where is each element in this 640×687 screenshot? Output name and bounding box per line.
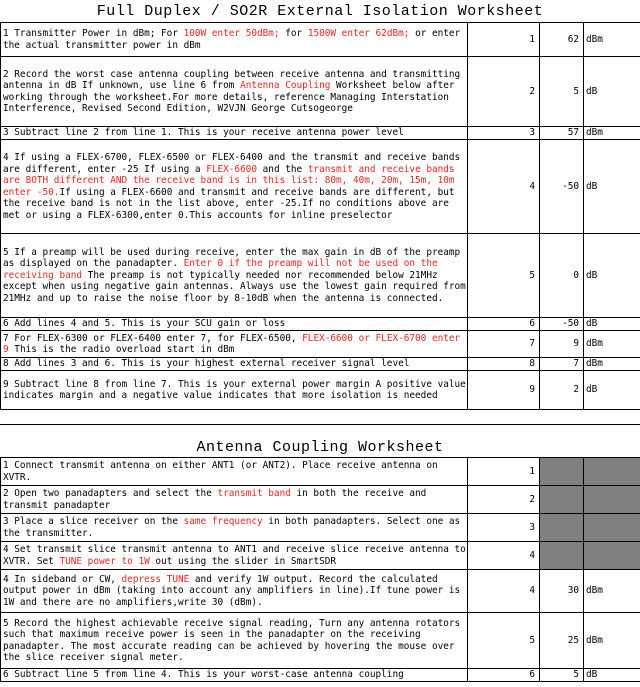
row-description [1, 127, 468, 140]
table-row [1, 542, 640, 570]
unit-cell: dB [584, 318, 640, 331]
description-text: 9 Subtract line 8 from line 7. This is your external power margin A positive value indicates margin and a negative value indicates that more isolation is needed [3, 378, 466, 401]
description-text: 3 Place a slice receiver on the [3, 516, 184, 527]
value-cell[interactable]: 30 [540, 570, 584, 613]
value-cell[interactable]: 2 [540, 371, 584, 410]
description-text: in both panadapters. Select one as the transmitter. [3, 516, 461, 539]
row-description [1, 331, 468, 358]
value-cell[interactable]: 62 [540, 23, 584, 57]
table-row [1, 613, 640, 669]
table-row [1, 318, 640, 331]
table-row [1, 23, 640, 57]
unit-cell: dBm [584, 331, 640, 358]
description-text: 6 Subtract line 5 from line 4. This is your worst-case antenna coupling [3, 669, 404, 681]
table-row [1, 669, 640, 682]
description-text: in both the receive and transmit panadapter [3, 488, 427, 511]
description-text: 1 Transmitter Power in dBm; For [3, 28, 184, 39]
unit-cell [584, 486, 640, 514]
table-row [1, 514, 640, 542]
table-row [1, 331, 640, 358]
description-text: This is the radio overload start in dBm [8, 344, 235, 355]
line-number: 1 [468, 458, 540, 486]
unit-cell [584, 542, 640, 570]
isolation-table [0, 22, 640, 410]
description-text: and verify 1W output. Record the calculated output power in dBm (taking into account any amplifiers in line).If tune power is 1W and there are no amplifiers,write 30 (dBm). [3, 573, 461, 608]
highlighted-text: AND the receive band is in this list: 80m, 40m, 20m, 15m, 10m enter -50. [3, 175, 455, 198]
line-number: 8 [468, 358, 540, 371]
highlighted-text: Enter 0 if the preamp will not be used on the receiving band [3, 258, 438, 281]
value-cell[interactable] [540, 458, 584, 486]
unit-cell: dB [584, 669, 640, 682]
highlighted-text: transmit and receive bands are BOTH different [3, 163, 455, 186]
line-number: 9 [468, 371, 540, 410]
unit-cell: dBm [584, 23, 640, 57]
table-row [1, 140, 640, 234]
line-number: 6 [468, 669, 540, 682]
row-description [1, 514, 468, 542]
unit-cell: dBm [584, 358, 640, 371]
highlighted-text: FLEX-6600 or FLEX-6700 enter 9 [3, 332, 461, 355]
value-cell[interactable]: 57 [540, 127, 584, 140]
line-number: 4 [468, 542, 540, 570]
line-number: 2 [468, 57, 540, 127]
description-text: 5 Record the highest achievable receive signal reading, Turn any antenna rotators such that maximum receive power is seen in the panadapter on the receiving panadapter. The most accurate reading can be achieved by hovering the mouse over the slice receiver signal meter. [3, 617, 461, 663]
row-description [1, 140, 468, 234]
description-text: 2 Open two panadapters and select the [3, 488, 218, 499]
value-cell[interactable] [540, 542, 584, 570]
line-number: 5 [468, 613, 540, 669]
line-number: 3 [468, 127, 540, 140]
description-text: 5 If a preamp will be used during receive, enter the max gain in dB of the preamp as displayed on the panadapter. [3, 246, 461, 270]
unit-cell: dB [584, 234, 640, 318]
line-number: 4 [468, 570, 540, 613]
value-cell[interactable]: -50 [540, 318, 584, 331]
description-text: or enter the actual transmitter power in dBm [3, 28, 461, 51]
table-row [1, 486, 640, 514]
description-text: for [285, 28, 308, 39]
table-row [1, 371, 640, 410]
row-description [1, 318, 468, 331]
value-cell[interactable]: 25 [540, 613, 584, 669]
description-text: 4 If using a FLEX-6700, FLEX-6500 or FLEX-6400 and the transmit and receive bands are different, enter -25 If using a [3, 152, 461, 175]
line-number: 7 [468, 331, 540, 358]
unit-cell: dB [584, 371, 640, 410]
row-description [1, 23, 468, 57]
description-text: 4 Set transmit slice transmit antenna to ANT1 and receive slice receive antenna to XVTR. Set [3, 544, 466, 567]
highlighted-text: transmit band [217, 488, 291, 499]
row-description [1, 234, 468, 318]
value-cell[interactable]: 7 [540, 358, 584, 371]
table-row [1, 127, 640, 140]
antenna-coupling-title: Antenna Coupling Worksheet [196, 439, 444, 456]
description-text: 6 Add lines 4 and 5. This is your SCU gain or loss [3, 318, 286, 330]
highlighted-text: 1500W enter 62dBm; [307, 28, 410, 39]
highlighted-text: FLEX-6600 [206, 163, 258, 175]
value-cell[interactable]: 9 [540, 331, 584, 358]
row-description [1, 542, 468, 570]
value-cell[interactable]: 5 [540, 669, 584, 682]
highlighted-text: 100W enter 50dBm; [183, 28, 286, 39]
description-text: 1 Connect transmit antenna on either ANT1 (or ANT2). Place receive antenna on XVTR. [3, 460, 438, 483]
description-text: If using a FLEX-6600 and transmit and receive bands are different, but the receive band is not in the list above, enter -25.If no conditions above are met or using a FLEX-6300,enter 0.This accounts for inline preselector [3, 186, 455, 221]
line-number: 6 [468, 318, 540, 331]
unit-cell [584, 514, 640, 542]
row-description [1, 458, 468, 486]
description-text: 3 Subtract line 2 from line 1. This is your receive antenna power level [3, 127, 404, 139]
unit-cell: dBm [584, 127, 640, 140]
antenna-coupling-table [0, 457, 640, 682]
description-text: 2 Record the worst case antenna coupling between receive antenna and transmitting antenna in dB If unknown, use line 6 from [3, 68, 461, 91]
unit-cell: dBm [584, 570, 640, 613]
unit-cell [584, 458, 640, 486]
table-row [1, 570, 640, 613]
row-description [1, 358, 468, 371]
line-number: 5 [468, 234, 540, 318]
description-text: 4 In sideband or CW, [3, 573, 122, 585]
unit-cell: dB [584, 57, 640, 127]
unit-cell: dBm [584, 613, 640, 669]
value-cell[interactable] [540, 486, 584, 514]
line-number: 2 [468, 486, 540, 514]
value-cell[interactable]: 0 [540, 234, 584, 318]
description-text: out using the slider in SmartSDR [149, 555, 337, 567]
value-cell[interactable] [540, 514, 584, 542]
value-cell[interactable]: -50 [540, 140, 584, 234]
description-text: 7 For FLEX-6300 or FLEX-6400 enter 7, for FLEX-6500, [3, 332, 303, 344]
row-description [1, 669, 468, 682]
description-text: Worksheet below after working through the worksheet.For more details, reference Managing Interstation Interference, Revised Second Edition, W2VJN George Cutsogeorge [3, 80, 455, 114]
line-number: 4 [468, 140, 540, 234]
table-row [1, 57, 640, 127]
description-text: and the [257, 163, 308, 175]
description-text: The preamp is not typically needed nor recommended below 21MHz except when using negative gain antennas. Always use the lowest gain required from 21MHz and up to raise the noise floor by 8-10dB when the antenna is connected. [3, 269, 466, 304]
value-cell[interactable]: 5 [540, 57, 584, 127]
row-description [1, 371, 468, 410]
isolation-worksheet-title: Full Duplex / SO2R External Isolation Worksheet [96, 3, 544, 20]
highlighted-text: depress TUNE [121, 573, 190, 585]
line-number: 3 [468, 514, 540, 542]
table-row [1, 234, 640, 318]
table-row [1, 458, 640, 486]
highlighted-text: TUNE power to 1W [59, 555, 150, 567]
section-separator [0, 424, 640, 433]
table-row [1, 358, 640, 371]
row-description [1, 613, 468, 669]
row-description [1, 57, 468, 127]
highlighted-text: Antenna Coupling [240, 80, 331, 91]
unit-cell: dB [584, 140, 640, 234]
highlighted-text: same frequency [183, 516, 263, 527]
line-number: 1 [468, 23, 540, 57]
row-description [1, 486, 468, 514]
row-description [1, 570, 468, 613]
description-text: 8 Add lines 3 and 6. This is your highest external receiver signal level [3, 358, 410, 370]
